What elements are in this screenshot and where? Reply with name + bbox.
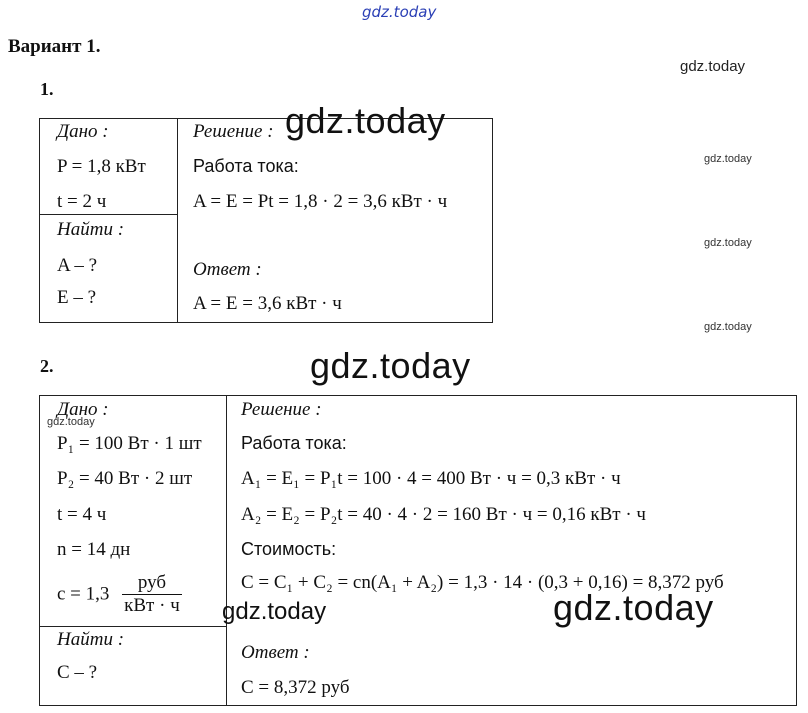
watermark-right-4: gdz.today <box>704 321 752 333</box>
watermark-small-task2: gdz.today <box>47 416 95 428</box>
task1-find-energy: E – ? <box>57 287 97 308</box>
watermark-right-2: gdz.today <box>704 153 752 165</box>
watermark-medium: gdz.today <box>222 598 327 625</box>
variant-heading: Вариант 1. <box>8 36 101 57</box>
task2-work-a1: A₁ = E₁ = P₁t = 100 · 4 = 400 Вт · ч = 0,3 кВт · ч <box>241 468 621 489</box>
task1-answer-label: Ответ : <box>193 259 262 280</box>
task1-divider-vertical <box>177 118 178 323</box>
task2-tariff-value: c = 1,3 <box>57 583 110 605</box>
task1-given-time: t = 2 ч <box>57 191 107 212</box>
task2-find-cost: C – ? <box>57 662 98 683</box>
task2-work-a2: A₂ = E₂ = P₂t = 40 · 4 · 2 = 160 Вт · ч = 0,16 кВт · ч <box>241 504 646 525</box>
task2-tariff-unit <box>122 572 182 617</box>
task2-tariff-unit-denominator: кВт · ч <box>124 595 180 616</box>
task2-number: 2. <box>40 356 54 376</box>
task2-answer: C = 8,372 руб <box>241 677 350 698</box>
task2-cost-formula: C = C₁ + C₂ = cn(A₁ + A₂) = 1,3 · 14 · (0,3 + 0,16) = 8,372 руб <box>241 572 724 593</box>
watermark-right-1: gdz.today <box>680 58 746 75</box>
task2-solution-label: Решение : <box>241 399 322 420</box>
task2-given-p2: P₂ = 40 Вт · 2 шт <box>57 468 193 489</box>
task2-find-label: Найти : <box>57 629 125 650</box>
task2-given-tariff <box>57 572 182 617</box>
task2-divider-horizontal <box>39 626 226 627</box>
task2-cost-label: Стоимость: <box>241 539 337 559</box>
task1-find-work: A – ? <box>57 255 98 276</box>
watermark-right-3: gdz.today <box>704 237 752 249</box>
watermark-large-2: gdz.today <box>310 345 471 386</box>
watermark-large-3: gdz.today <box>553 587 714 628</box>
task1-divider-horizontal <box>39 214 177 215</box>
task2-given-days: n = 14 дн <box>57 539 131 560</box>
task1-work-label: Работа тока: <box>193 156 299 176</box>
task2-given-time: t = 4 ч <box>57 504 107 525</box>
watermark-large-1: gdz.today <box>285 100 446 141</box>
watermark-top[interactable]: gdz.today <box>362 3 437 21</box>
task1-number: 1. <box>40 79 54 99</box>
task2-given-p1: P₁ = 100 Вт · 1 шт <box>57 433 202 454</box>
task2-tariff-unit-numerator: руб <box>122 572 182 595</box>
task2-answer-label: Ответ : <box>241 642 310 663</box>
task2-work-label: Работа тока: <box>241 433 347 453</box>
task1-answer: A = E = 3,6 кВт · ч <box>193 293 342 314</box>
task2-divider-vertical <box>226 395 227 706</box>
task1-given-power: P = 1,8 кВт <box>57 156 146 177</box>
task1-solution-label: Решение : <box>193 121 274 142</box>
task1-given-label: Дано : <box>57 121 109 142</box>
task2-given-label: Дано : <box>57 399 109 420</box>
task1-find-label: Найти : <box>57 219 125 240</box>
task1-formula: A = E = Pt = 1,8 · 2 = 3,6 кВт · ч <box>193 191 448 212</box>
